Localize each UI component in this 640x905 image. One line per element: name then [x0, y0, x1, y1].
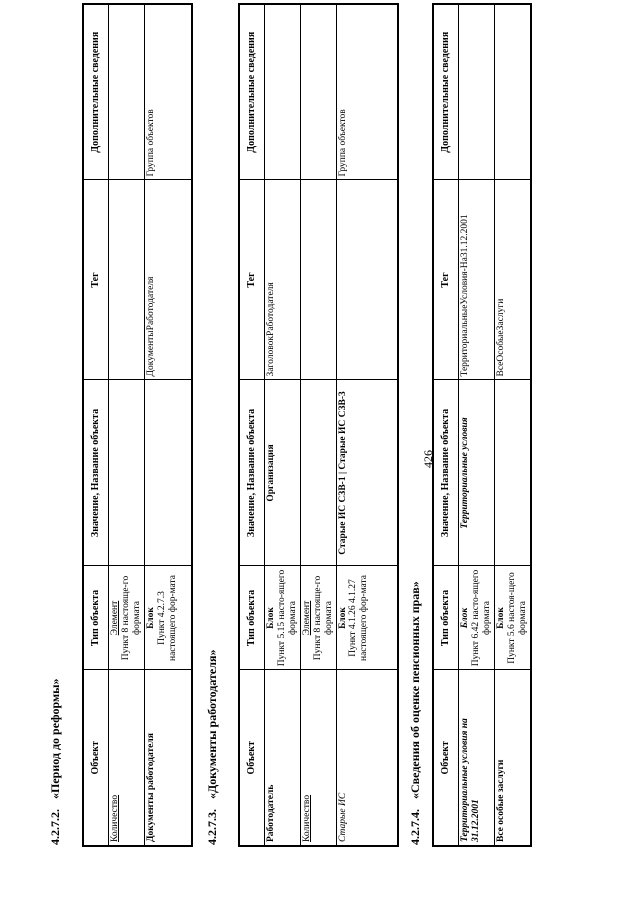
section-title: «Период до реформы»: [48, 678, 62, 799]
table-header-row: [83, 4, 109, 846]
column-header: Тег: [83, 180, 109, 380]
table-row: [109, 4, 145, 846]
tag-cell: ЗаголовокРаботодателя: [265, 180, 301, 380]
table-row: [144, 4, 192, 846]
object-cell: Количество: [300, 670, 336, 846]
table-row: [265, 4, 301, 846]
tag-cell: ДокументыРаботодателя: [144, 180, 192, 380]
table-period-before-reform: [82, 3, 193, 847]
section-title: «Сведения об оценке пенсионных прав»: [408, 581, 422, 799]
column-header: Значение, Название объекта: [239, 380, 265, 566]
object-type-cell: [494, 566, 530, 670]
tag-cell: ТерриториальныеУсловия-На31.12.2001: [459, 180, 495, 380]
extra-cell: [300, 4, 336, 180]
object-type-ref: Пункт 4.2.7.3 настоящего фор-мата: [156, 574, 178, 662]
object-type-kind: Элемент: [301, 600, 312, 636]
object-type-ref: Пункт 6.42 насто-ящего формата: [470, 569, 492, 667]
object-type-ref: Пункт 5.15 насто-ящего формата: [276, 569, 298, 667]
value-cell: Старые ИС СЗВ-1 | Старые ИС СЗВ-3: [336, 380, 398, 566]
column-header: Тип объекта: [239, 566, 265, 670]
object-type-kind: Блок: [337, 607, 348, 629]
tag-cell: [300, 180, 336, 380]
object-type-kind: Блок: [495, 607, 506, 629]
section-heading: [205, 650, 220, 845]
section-heading: [408, 581, 423, 845]
object-type-cell: [109, 566, 145, 670]
column-header: Тег: [239, 180, 265, 380]
section-number: 4.2.7.3.: [205, 809, 219, 845]
column-header: Значение, Название объекта: [433, 380, 459, 566]
column-header: Объект: [433, 670, 459, 846]
object-cell: Документы работодателя: [144, 670, 192, 846]
value-cell: [109, 380, 145, 566]
column-header: Значение, Название объекта: [83, 380, 109, 566]
column-header: Тип объекта: [433, 566, 459, 670]
object-type-cell: [144, 566, 192, 670]
value-cell: [300, 380, 336, 566]
table-header-row: [433, 4, 459, 846]
object-type-cell: [336, 566, 398, 670]
table-header-row: [239, 4, 265, 846]
page-number: 426: [421, 450, 435, 468]
object-type-ref: Пункт 5.6 настоя-щего формата: [506, 572, 528, 664]
object-type-cell: [300, 566, 336, 670]
object-cell: Территориальные условия на 31.12.2001: [459, 670, 495, 846]
object-cell: Все особые заслуги: [494, 670, 530, 846]
extra-cell: [265, 4, 301, 180]
extra-cell: Группа объектов: [336, 4, 398, 180]
object-type-kind: Блок: [145, 607, 156, 629]
extra-cell: [459, 4, 495, 180]
table-row: [300, 4, 336, 846]
column-header: Объект: [83, 670, 109, 846]
table-employer-documents: [238, 3, 399, 847]
object-type-kind: Блок: [266, 607, 276, 629]
value-cell: Территориальные условия: [459, 380, 495, 566]
object-type-ref: Пункт 8 настояще-го формата: [120, 575, 142, 661]
extra-cell: Группа объектов: [144, 4, 192, 180]
table-row: [494, 4, 530, 846]
tag-cell: [336, 180, 398, 380]
object-type-cell: [265, 566, 301, 670]
value-cell: [144, 380, 192, 566]
table-row: [459, 4, 495, 846]
column-header: Дополнительные сведения: [239, 4, 265, 180]
tag-cell: [109, 180, 145, 380]
object-cell: Количество: [109, 670, 145, 846]
value-cell: [494, 380, 530, 566]
section-number: 4.2.7.4.: [408, 809, 422, 845]
object-type-kind: Блок: [460, 607, 470, 629]
extra-cell: [109, 4, 145, 180]
object-type-ref: Пункт 4.1.26 4.1.27 настоящего фор-мата: [348, 574, 370, 662]
object-type-kind: Элемент: [110, 600, 120, 636]
section-number: 4.2.7.2.: [48, 809, 62, 845]
table-pension-rights-assessment: [432, 3, 532, 847]
section-title: «Документы работодателя»: [205, 649, 219, 799]
column-header: Дополнительные сведения: [83, 4, 109, 180]
object-type-cell: [459, 566, 495, 670]
object-cell: Работодатель: [265, 670, 301, 846]
column-header: Тип объекта: [83, 566, 109, 670]
tag-cell: ВсеОсобыеЗаслуги: [494, 180, 530, 380]
column-header: Дополнительные сведения: [433, 4, 459, 180]
table-row: [336, 4, 398, 846]
object-cell: Старые ИС: [336, 670, 398, 846]
extra-cell: [494, 4, 530, 180]
section-heading: [48, 678, 63, 845]
column-header: Объект: [239, 670, 265, 846]
value-cell: Организация: [265, 380, 301, 566]
column-header: Тег: [433, 180, 459, 380]
object-type-ref: Пункт 8 настояще-го формата: [312, 575, 334, 661]
